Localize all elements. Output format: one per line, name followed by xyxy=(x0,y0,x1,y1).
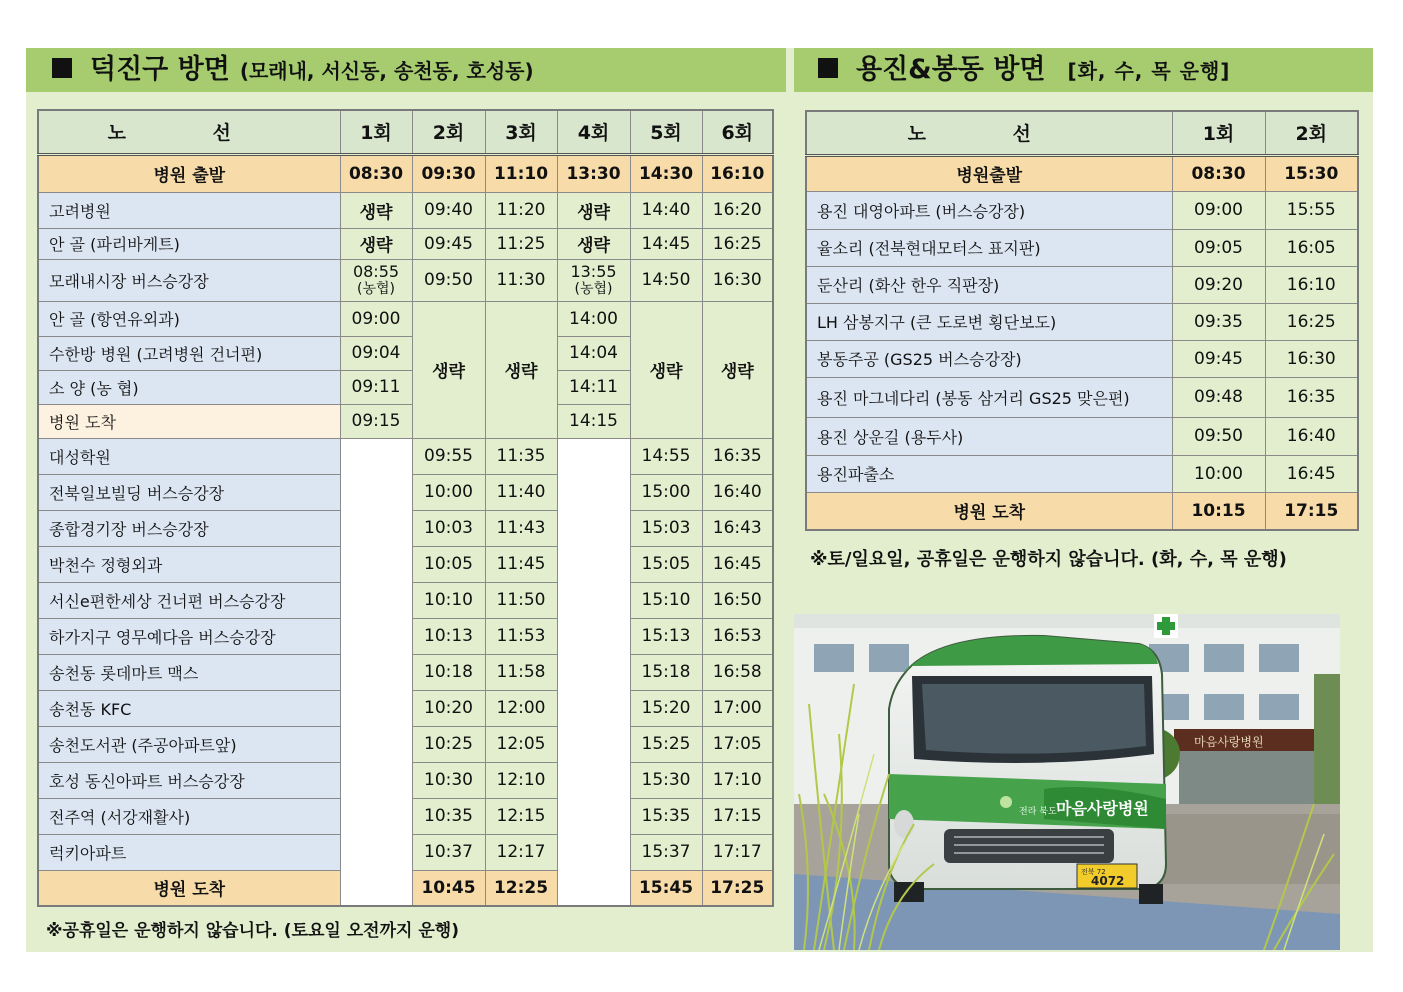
skip-cell: 생략 xyxy=(630,301,702,438)
stop-name: 서신e편한세상 건너편 버스승강장 xyxy=(38,582,340,618)
time-cell: 15:20 xyxy=(630,690,702,726)
time-cell: 16:43 xyxy=(702,510,773,546)
left-footnote: ※공휴일은 운행하지 않습니다. (토요일 오전까지 운행) xyxy=(46,921,459,941)
table-row xyxy=(806,340,1358,377)
time-cell: 생략 xyxy=(557,228,630,259)
time-cell: 10:15 xyxy=(1172,492,1265,530)
building-sign-text: 마음사랑병원 xyxy=(1194,735,1264,749)
stop-name: 모래내시장 버스승강장 xyxy=(38,259,340,301)
column-header-run6: 6회 xyxy=(702,110,773,154)
column-header-run4: 4회 xyxy=(557,110,630,154)
table-row xyxy=(806,377,1358,417)
bus-small-text: 전라 북도 xyxy=(1019,807,1057,817)
time-cell: 15:25 xyxy=(630,726,702,762)
stop-name: 봉동주공 (GS25 버스승강장) xyxy=(806,340,1172,377)
stop-name: 종합경기장 버스승강장 xyxy=(38,510,340,546)
table-row xyxy=(38,192,773,228)
column-header-route: 노 선 xyxy=(806,111,1172,155)
time-cell: 12:17 xyxy=(485,834,557,870)
stop-name: 용진파출소 xyxy=(806,455,1172,492)
departure-row xyxy=(38,154,773,192)
time-cell: 16:20 xyxy=(702,192,773,228)
time-cell: 16:45 xyxy=(1265,455,1358,492)
stop-name: 둔산리 (화산 한우 직판장) xyxy=(806,266,1172,303)
time-cell: 12:00 xyxy=(485,690,557,726)
time-cell: 12:10 xyxy=(485,762,557,798)
stop-name: 병원 도착 xyxy=(38,404,340,438)
right-footnote: ※토/일요일, 공휴일은 운행하지 않습니다. (화, 수, 목 운행) xyxy=(810,549,1287,570)
time-cell: 16:35 xyxy=(702,438,773,474)
table-row xyxy=(806,417,1358,455)
time-cell: 16:10 xyxy=(1265,266,1358,303)
stop-name: 용진 상운길 (용두사) xyxy=(806,417,1172,455)
time-cell: 14:04 xyxy=(557,336,630,370)
column-header-run2: 2회 xyxy=(1265,111,1358,155)
stop-name: 안 골 (파리바게트) xyxy=(38,228,340,259)
time-cell: 14:55 xyxy=(630,438,702,474)
left-subtitle: (모래내, 서신동, 송천동, 호성동) xyxy=(239,59,534,83)
time-cell: 09:50 xyxy=(1172,417,1265,455)
time-cell: 17:15 xyxy=(702,798,773,834)
time-value: 13:55 xyxy=(570,261,617,281)
time-cell: 11:58 xyxy=(485,654,557,690)
time-cell: 11:30 xyxy=(485,259,557,301)
stop-name: 전주역 (서강재활사) xyxy=(38,798,340,834)
time-cell: 15:45 xyxy=(630,870,702,906)
time-note: (농협) xyxy=(357,280,395,297)
time-cell: 09:48 xyxy=(1172,377,1265,417)
right-timetable xyxy=(805,110,1359,531)
time-cell: 14:30 xyxy=(630,154,702,192)
stop-name: 안 골 (항연유외과) xyxy=(38,301,340,336)
time-cell: 10:05 xyxy=(412,546,485,582)
time-cell: 16:30 xyxy=(1265,340,1358,377)
time-cell: 15:13 xyxy=(630,618,702,654)
table-row xyxy=(806,266,1358,303)
time-cell xyxy=(557,259,630,301)
bus-logo-text: 마음사랑병원 xyxy=(1056,799,1149,818)
time-cell: 17:15 xyxy=(1265,492,1358,530)
time-cell: 10:45 xyxy=(412,870,485,906)
time-cell: 15:03 xyxy=(630,510,702,546)
time-cell: 12:15 xyxy=(485,798,557,834)
plate-number-text: 4072 xyxy=(1091,874,1125,888)
empty-cell xyxy=(557,438,630,906)
right-header-row xyxy=(806,111,1358,155)
column-header-run1: 1회 xyxy=(340,110,412,154)
right-subtitle: [화, 수, 목 운행] xyxy=(1067,59,1231,83)
time-cell: 10:00 xyxy=(1172,455,1265,492)
stop-name: 송천동 롯데마트 맥스 xyxy=(38,654,340,690)
time-cell: 10:03 xyxy=(412,510,485,546)
time-cell: 16:40 xyxy=(1265,417,1358,455)
table-row xyxy=(806,191,1358,229)
time-cell: 11:20 xyxy=(485,192,557,228)
time-cell: 10:37 xyxy=(412,834,485,870)
time-cell: 09:04 xyxy=(340,336,412,370)
stop-name: 전북일보빌딩 버스승강장 xyxy=(38,474,340,510)
time-cell: 14:40 xyxy=(630,192,702,228)
time-cell: 11:40 xyxy=(485,474,557,510)
time-cell: 생략 xyxy=(340,192,412,228)
time-cell: 16:40 xyxy=(702,474,773,510)
arrival-row xyxy=(806,492,1358,530)
time-cell: 08:30 xyxy=(1172,155,1265,191)
left-section-title xyxy=(52,48,534,92)
time-cell: 15:30 xyxy=(630,762,702,798)
time-cell: 09:05 xyxy=(1172,229,1265,266)
table-row xyxy=(38,259,773,301)
time-note: (농협) xyxy=(574,280,613,297)
left-header-row xyxy=(38,110,773,154)
stop-name: 율소리 (전북현대모터스 표지판) xyxy=(806,229,1172,266)
table-row xyxy=(806,303,1358,340)
time-cell: 15:35 xyxy=(630,798,702,834)
column-header-route: 노 선 xyxy=(38,110,340,154)
time-cell: 09:00 xyxy=(1172,191,1265,229)
time-cell: 11:25 xyxy=(485,228,557,259)
bus-photo xyxy=(794,614,1340,950)
time-cell: 15:37 xyxy=(630,834,702,870)
table-row xyxy=(806,455,1358,492)
time-cell: 12:05 xyxy=(485,726,557,762)
time-cell: 15:00 xyxy=(630,474,702,510)
time-cell: 14:11 xyxy=(557,370,630,404)
stop-name: 용진 대영아파트 (버스승강장) xyxy=(806,191,1172,229)
time-cell: 11:35 xyxy=(485,438,557,474)
time-cell: 10:10 xyxy=(412,582,485,618)
column-header-run3: 3회 xyxy=(485,110,557,154)
time-cell: 11:43 xyxy=(485,510,557,546)
time-cell: 09:50 xyxy=(412,259,485,301)
table-row xyxy=(806,229,1358,266)
time-cell: 11:10 xyxy=(485,154,557,192)
time-cell: 16:45 xyxy=(702,546,773,582)
skip-cell: 생략 xyxy=(412,301,485,438)
time-cell xyxy=(340,259,412,301)
time-cell: 09:30 xyxy=(412,154,485,192)
time-cell: 16:50 xyxy=(702,582,773,618)
table-row xyxy=(38,228,773,259)
time-cell: 11:50 xyxy=(485,582,557,618)
time-cell: 17:25 xyxy=(702,870,773,906)
departure-row xyxy=(806,155,1358,191)
time-cell: 16:25 xyxy=(1265,303,1358,340)
stop-name: 용진 마그네다리 (봉동 삼거리 GS25 맞은편) xyxy=(806,377,1172,417)
time-cell: 16:35 xyxy=(1265,377,1358,417)
time-cell: 14:15 xyxy=(557,404,630,438)
time-cell: 16:58 xyxy=(702,654,773,690)
stop-name: 수한방 병원 (고려병원 건너편) xyxy=(38,336,340,370)
time-cell: 13:30 xyxy=(557,154,630,192)
right-title-text: 용진&봉동 방면 xyxy=(856,54,1046,85)
column-header-run5: 5회 xyxy=(630,110,702,154)
time-cell: 15:05 xyxy=(630,546,702,582)
stop-name: 송천동 KFC xyxy=(38,690,340,726)
time-cell: 15:10 xyxy=(630,582,702,618)
time-cell: 12:25 xyxy=(485,870,557,906)
time-cell: 15:30 xyxy=(1265,155,1358,191)
stop-name: LH 삼봉지구 (큰 도로변 횡단보도) xyxy=(806,303,1172,340)
time-cell: 17:17 xyxy=(702,834,773,870)
stop-name: 박천수 정형외과 xyxy=(38,546,340,582)
column-header-run1: 1회 xyxy=(1172,111,1265,155)
stop-name: 소 양 (농 협) xyxy=(38,370,340,404)
left-title-text: 덕진구 방면 xyxy=(90,54,230,85)
time-cell: 14:50 xyxy=(630,259,702,301)
stop-name: 하가지구 영무예다음 버스승강장 xyxy=(38,618,340,654)
departure-label: 병원 출발 xyxy=(38,154,340,192)
square-bullet-icon xyxy=(818,58,838,78)
time-cell: 14:45 xyxy=(630,228,702,259)
time-cell: 14:00 xyxy=(557,301,630,336)
time-cell: 생략 xyxy=(557,192,630,228)
time-cell: 10:13 xyxy=(412,618,485,654)
time-cell: 10:00 xyxy=(412,474,485,510)
time-cell: 09:00 xyxy=(340,301,412,336)
column-header-run2: 2회 xyxy=(412,110,485,154)
departure-label: 병원출발 xyxy=(806,155,1172,191)
time-cell: 17:10 xyxy=(702,762,773,798)
stop-name: 럭키아파트 xyxy=(38,834,340,870)
time-cell: 10:20 xyxy=(412,690,485,726)
right-section-title xyxy=(818,48,1230,92)
plate-top-text: 전북 72 xyxy=(1081,868,1106,876)
time-cell: 09:35 xyxy=(1172,303,1265,340)
time-value: 08:55 xyxy=(352,261,400,281)
time-cell: 09:15 xyxy=(340,404,412,438)
stop-name: 고려병원 xyxy=(38,192,340,228)
time-cell: 09:11 xyxy=(340,370,412,404)
empty-cell xyxy=(340,438,412,906)
stop-name: 대성학원 xyxy=(38,438,340,474)
time-cell: 10:25 xyxy=(412,726,485,762)
table-row xyxy=(38,301,773,336)
time-cell: 11:53 xyxy=(485,618,557,654)
time-cell: 15:55 xyxy=(1265,191,1358,229)
time-cell: 09:55 xyxy=(412,438,485,474)
table-row xyxy=(38,438,773,474)
time-cell: 16:05 xyxy=(1265,229,1358,266)
time-cell: 16:53 xyxy=(702,618,773,654)
time-cell: 17:00 xyxy=(702,690,773,726)
skip-cell: 생략 xyxy=(485,301,557,438)
time-cell: 09:40 xyxy=(412,192,485,228)
time-cell: 17:05 xyxy=(702,726,773,762)
left-timetable xyxy=(37,109,774,907)
time-cell: 16:30 xyxy=(702,259,773,301)
skip-cell: 생략 xyxy=(702,301,773,438)
time-cell: 15:18 xyxy=(630,654,702,690)
arrival-label: 병원 도착 xyxy=(806,492,1172,530)
time-cell: 08:30 xyxy=(340,154,412,192)
stop-name: 호성 동신아파트 버스승강장 xyxy=(38,762,340,798)
square-bullet-icon xyxy=(52,58,72,78)
time-cell: 생략 xyxy=(340,228,412,259)
time-cell: 09:45 xyxy=(1172,340,1265,377)
time-cell: 10:30 xyxy=(412,762,485,798)
time-cell: 09:20 xyxy=(1172,266,1265,303)
time-cell: 09:45 xyxy=(412,228,485,259)
bus-photo-illustration xyxy=(794,614,1340,950)
time-cell: 16:25 xyxy=(702,228,773,259)
time-cell: 10:18 xyxy=(412,654,485,690)
stop-name: 송천도서관 (주공아파트앞) xyxy=(38,726,340,762)
arrival-label: 병원 도착 xyxy=(38,870,340,906)
time-cell: 16:10 xyxy=(702,154,773,192)
time-cell: 10:35 xyxy=(412,798,485,834)
time-cell: 11:45 xyxy=(485,546,557,582)
